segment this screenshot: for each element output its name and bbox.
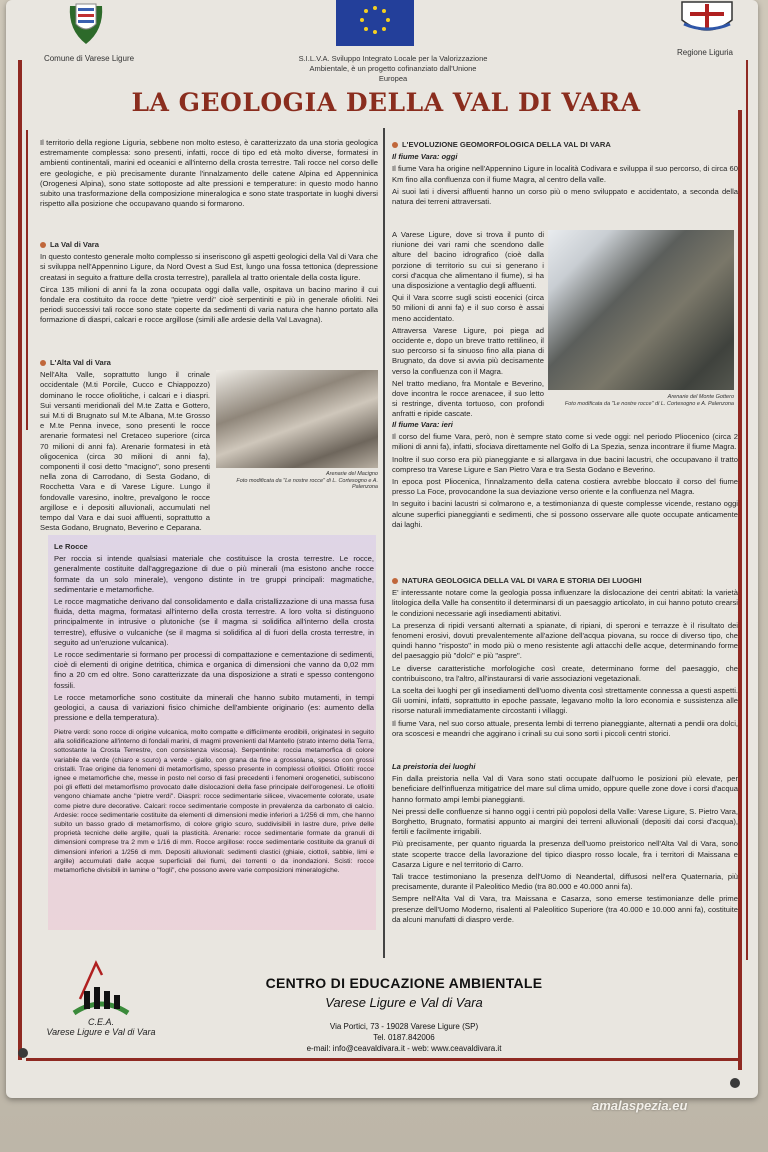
screw-right [730,1078,740,1088]
section-heading-val-di-vara: La Val di Vara [40,240,378,250]
val-di-vara-text-1: In questo contesto generale molto complesso si inseriscono gli aspetti geologici della Val di Vara che si sviluppa nell'Appennino Ligure, da Nord Ovest a Sud Est, lungo una fossa tettonica (depressione creatasi in seguito a fratture della crosta terrestre), parallela al tratto orientale della costa ligure. [40,252,378,282]
centro-address: Via Portici, 73 - 19028 Varese Ligure (SP) [329,1022,479,1031]
section-heading-natura: NATURA GEOLOGICA DELLA VAL DI VARA E STORIA DEI LUOGHI [392,576,738,586]
oggi-text-2: Ai suoi lati i diversi affluenti hanno un corso più o meno sviluppato e accidentato, a seconda della natura dei terreni attraversati. [392,186,738,207]
preistoria-text-2: Nei pressi delle confluenze si hanno oggi i centri più popolosi della Valle: Varese Ligure, S. Pietro Vara, Borghetto, Brugnato, formatisi appunto ai margini dei terreni alluvionali (depositi dai corsi d'acqua), fertili e facilmente irrigabili. [392,806,738,837]
ieri-text-2: Inoltre il suo corso era più pianeggiante e si allargava in due bacini lacustri, che occupavano il tratto compreso tra Varese Ligure e San Pietro Vara e tra Sesta Godano e Beverino. [392,454,738,474]
cea-subtitle: Varese Ligure e Val di Vara [46,1027,156,1037]
left-column-valdivara [40,236,378,351]
natura-text-2: La presenza di ripidi versanti alternati a spianate, di ripiani, di speroni e terrazze è il risultato dei fenomeni erosivi, dovuti prevalentemente all'azione dell'acqua piovana, su rocce di diverso tipo, che quindi hanno "risposto" in modo più o meno resistente agli attacchi delle acque, determinando forme del paesaggio più "dolci" e più "aspre". [392,620,738,661]
bullet-icon [40,360,46,366]
photo1-caption-title: Arenarie del Macigno [326,471,378,477]
regione-liguria-logo-icon [674,0,740,42]
page-title: LA GEOLOGIA DELLA VAL DI VARA [131,88,641,117]
photo2-caption-title: Arenarie del Monte Gottero [667,394,734,400]
left-red-line [18,60,22,1060]
left-red-line-2 [26,130,28,430]
cea-label [26,1017,176,1037]
centro-title: CENTRO DI EDUCAZIONE AMBIENTALE [265,975,543,991]
bullet-icon [392,578,398,584]
centro-contacts [194,1021,614,1054]
preistoria-text-1: Fin dalla preistoria nella Val di Vara sono stati occupate dall'uomo le posizioni più elevate, per beneficiare dell'influenza mitigatrice del mare sul clima umido, oppure quelle zone dove i corsi d'acqua hanno formato ampi lembi pianeggianti. [392,774,738,804]
photo1-caption-credit: Foto modificata da "Le nostre rocce" di L. Cortesogno e A. Palenzona [236,478,378,490]
alta-val-text: Nell'Alta Valle, soprattutto lungo il crinale occidentale (M.ti Porcile, Cucco e Chiappozzo) dominano le rocce ofiolitiche, i calcari e i diaspri. Sui versanti meridionali del M.te Zatta e Gottero, sui M.ti di Brugnato sul M.te Albana, M.te Grosso e M.te Penna invece, sono presenti le rocce arenarie formatesi nel Cretaceo superiore (circa 70 milioni di anni fa). Arenarie formatesi in età oligocenica (circa 30 milioni di anni fa), componenti il cosi detto "macigno", sono presenti nella zona di Carrodano, di Sesta Godano, di Rocchetta Vara e di Varese Ligure. Lungo il fondovalle varesino, inoltre, prevalgono le rocce argillose e i depositi alluvionali, accumulati nel tempo dal Vara e dai suoi affluenti, soprattutto a Sesta Godano, Brugnato, Beverino e Ceparana. [40,370,210,533]
bullet-icon [40,242,46,248]
screw-left [18,1048,28,1058]
preistoria-text-5: Sempre nell'Alta Val di Vara, tra Maissana e Casarza, sono emerse testimonianze delle prime presenze dell'Uomo Moderno, risalenti al Paleolitico Superiore (tra 40.000 e 10.000 anni fa), costituite da alcuni manufatti di diaspro verde. [392,894,738,924]
photo2-caption-credit: Foto modificata da "Le nostre rocce" di L. Cortesogno e A. Palenzona [564,401,734,407]
left-column-glossary [54,728,374,924]
photo-arenarie-macigno [216,370,378,468]
right-column-evolution [392,136,738,228]
bullet-icon [392,142,398,148]
eu-flag-icon [336,0,414,46]
left-column-alta [40,354,210,533]
glossary-text: Pietre verdi: sono rocce di origine vulcanica, molto compatte e difficilmente erodibili, originatesi in seguito alla solidificazione all'interno di fondali marini, di magmi provenienti dal Mantello (strato interno della Terra, sottostante la Crosta Terrestre, con consistenza viscosa). Serpentinite: roccia metamorfica di colore variabile da verde (chiaro e scuro) a verde - giallo, con grana da fine a grossolana, spesso con grossi cristalli. Trae origine da fenomeni di metamorfismo, spesso presente in complessi ofiolitici. Ofioliti: rocce ignee e metamorfiche che, messe in posto nel corso di fasi precedenti i fenomeni orogenetici, subiscono poi gli effetti del metamorfismo provocato dalle dislocazioni della fase principale dell'orogenesi. Le ofioliti vengono chiamate anche "pietre verdi". Diaspri: rocce sedimentarie silicee, vivacemente colorate, usate come pietre dure decorative. Calcari: rocce sedimentarie composte in prevalenza da carbonato di calcio. Ardesie: rocce sedimentarie costituite da elementi di dimensioni medie inferiori a 1/256 di mm, che hanno subito un basso grado di metamorfismo, di colore grigio scuro, suddivisibili in lastre dure, prive delle proprietà tecniche delle argille, quali la plasticità. Arenarie: rocce sedimentarie formate da granuli di dimensioni comprese tra 2 mm e 1/16 di mm. Rocce argillose: rocce sedimentarie costituite da granuli di dimensioni inferiori a 1/256 di mm. Depositi alluvionali: sedimenti clastici (ghiaie, ciottoli, sabbie, limi e argille) accumulati dalle acque superficiali dei fiumi, dei torrenti o da inondazioni. Scisti: rocce metamorfiche divisibili in lamine o "fogli", che possono avere varie composizioni mineralogiche. [54,729,374,875]
right-column-oggi-narrow [392,230,544,419]
oggi-text-1: Il fiume Vara ha origine nell'Appennino Ligure in località Codivara e sviluppa il suo percorso, di circa 60 Km fino alla confluenza con il fiume Magra, al centro della valle. [392,164,738,184]
natura-text-5: Il fiume Vara, nel suo corso attuale, presenta lembi di terreno pianeggiante, alternati a pendii ora dolci, ora scoscesi e meandri che aggirano i crinali su cui sono sorti i piccoli centri storici. [392,718,738,738]
section-heading-alta-val: L'Alta Val di Vara [40,358,210,368]
comune-label: Comune di Varese Ligure [43,54,135,63]
cea-acronym: C.E.A. [87,1017,114,1027]
regione-label: Regione Liguria [676,48,734,57]
section-heading-evoluzione: L'EVOLUZIONE GEOMORFOLOGICA DELLA VAL DI VARA [392,140,738,150]
intro-text: Il territorio della regione Liguria, sebbene non molto esteso, è caratterizzato da una storia geologica estremamente complessa: sono presenti, infatti, rocce di tipo ed età molto diverse, formatesi in ambienti continentali, marini ed oceanici e all'interno della crosta terrestre. Tali rocce nel corso delle ere geologiche, e più precisamente durante l'innalzamento delle catene Alpina ed Appenninica (Orogenesi Alpina), sono state sottoposte ad alte pressioni e temperature: in questo modo hanno subito una trasformazione della composizione mineralogica e sono state trasportate in luoghi diversi rispetto alla posizione che occupavano quando si formarono. [40,138,378,209]
silva-text: S.I.L.V.A. Sviluppo Integrato Locale per la Valorizzazione Ambientale, è un progetto cofinanziato dall'Unione Europea [298,54,488,83]
oggi-text-6: Nel tratto mediano, fra Montale e Beverino, dove incontra le rocce arenacee, il suo letto si restringe, diventa tortuoso, con profondi anfratti e ripide cascate. [392,378,544,419]
cea-logo-icon [66,955,136,1025]
rocce-text-4: Le rocce metamorfiche sono costituite da minerali che hanno subito mutamenti, in tempi geologici, a causa di variazioni fisico chimiche dell'ambiente originario (es: aumento della pressione e della temperatura). [54,692,374,723]
header-bar [6,0,758,88]
centro-web: e-mail: info@ceavaldivara.it - web: www.ceavaldivara.it [306,1044,502,1053]
information-board [6,0,758,1098]
rocce-text-2: Le rocce magmatiche derivano dal consolidamento e dalla cristallizzazione di una massa fusa fluida, detta magma, formatasi all'interno della crosta terrestre. A loro volta si distinguono principalmente in intrusive o plutoniche (se il magma si solidifica all'interno della crosta terrestre), effusive o vulcaniche (se il magma si solidifica al di fuori della crosta terrestre, in seguito ad un'eruzione vulcanica). [54,597,374,647]
ieri-text-3: In epoca post Pliocenica, l'innalzamento della catena costiera avrebbe bloccato il corso del fiume presso La Foce, provocandone la sua deviazione verso oriente e la confluenza nel Magra. [392,477,738,497]
subheading-preistoria: La preistoria dei luoghi [392,762,476,771]
val-di-vara-text-2: Circa 135 milioni di anni fa la zona occupata oggi dalla valle, ospitava un bacino marino il cui fondale era costituito da rocce dette "pietre verdi" cioè serpentiniti e più in generale ofioliti. Nei periodi successivi tali rocce sono state coperte da sedimenti di varia natura che hanno portato alla formazione di diaspri, calcari e rocce argillose (simili alle ardesie della Val Lavagna). [40,284,378,325]
ieri-text-1: Il corso del fiume Vara, però, non è sempre stato come si vede oggi: nel periodo Pliocenico (circa 2 milioni di anni fa), infatti, sfociava direttamente nel Golfo di La Spezia, senza incontrare il fiume Magra. [392,432,738,452]
right-column-natura [392,572,738,758]
natura-text-4: La scelta dei luoghi per gli insediamenti dell'uomo diventa così strettamente connessa a questi aspetti. Gli uomini, infatti, soprattutto in epoche passate, legavano molto la loro economia e sussistenza alle risorse naturali immediatamente circostanti i villaggi. [392,686,738,716]
oggi-text-5: Attraversa Varese Ligure, poi piega ad occidente e, dopo un breve tratto rettilineo, il suo percorso si fa sinuoso fino alla piana di Brugnato, da dove si avvia più decisamente verso la confluenza con il Magra. [392,325,544,376]
rocce-text-1: Per roccia si intende qualsiasi materiale che costituisce la crosta terrestre. Le rocce, generalmente costituite dall'aggregazione di due o più minerali (ma esistono anche rocce formate da un solo minerale), vengono distinte in tre gruppi principali: magmatiche, sedimentarie e metamorfiche. [54,554,374,594]
ieri-text-4: In seguito i bacini lacustri si colmarono e, a testimonianza di queste complesse vicende, restano oggi alcune superfici pianeggianti e sedimenti, che si possono osservare alle quote occupate anticamente dai laghi. [392,499,738,529]
watermark: amalaspezia.eu [592,1098,688,1113]
column-separator [383,128,385,958]
preistoria-text-3: Più precisamente, per quanto riguarda la presenza dell'uomo preistorico nell'Alta Val di Vara, sono state scoperte tracce della lavorazione del tipico diaspro rosso locale, fra i territori di Maissana e Casarza Ligure e nel territorio di Carro. [392,839,738,869]
centro-phone: Tel. 0187.842006 [373,1033,435,1042]
oggi-text-3: A Varese Ligure, dove si trova il punto di riunione dei vari rami che scendono dalle alture del bacino idrografico (cioè dalla porzione di territorio su cui si generano i corsi d'acqua che alimentano il fiume), si ha una disposizione a ventaglio degli affluenti. [392,230,544,291]
natura-text-3: Le diverse caratteristiche morfologiche così create, determinano forme del paesaggio, che contribuiscono, tra l'altro, all'instaurarsi di varie associazioni vegetazionali. [392,663,738,683]
right-column-ieri [392,420,738,570]
right-red-line-2 [746,60,748,960]
centro-subtitle: Varese Ligure e Val di Vara [325,995,483,1010]
preistoria-text-4: Tali tracce testimoniano la presenza dell'Uomo di Neandertal, diffusosi nell'era Quaternaria, più precisamente, durante il Paleolitico Medio (tra 80.000 e 40.000 anni fa). [392,872,738,892]
subheading-ieri: Il fiume Vara: ieri [392,420,453,429]
right-column-preistoria [392,762,738,934]
rocce-text-3: Le rocce sedimentarie si formano per processi di compattazione e cementazione di sedimenti, cioè di elementi di origine detritica, chimica e organica di dimensioni che vanno da 0,02 mm fino a 20 cm ed oltre. Sono caratterizzate da una disposizione a strati e spesso contengono fossili. [54,650,374,690]
natura-text-1: E' interessante notare come la geologia possa influenzare la dislocazione dei centri abitati: la varietà litologica della Valle ha consentito il determinarsi di un paesaggio articolato, in cui hanno potuto crearsi le condizioni necessarie agli insediamenti abitativi. [392,588,738,618]
right-red-line [738,110,742,1070]
footer [6,945,758,1098]
photo-arenarie-gottero [548,230,734,390]
left-column-intro [40,138,378,232]
section-heading-rocce: Le Rocce [54,542,88,551]
subheading-oggi: Il fiume Vara: oggi [392,152,458,162]
left-column-rocce [54,538,374,726]
comune-coat-of-arms-icon [64,0,108,48]
oggi-text-4: Qui il Vara scorre sugli scisti eocenici (circa 50 milioni di anni fa) e il suo corso è assai meno accidentato. [392,293,544,323]
